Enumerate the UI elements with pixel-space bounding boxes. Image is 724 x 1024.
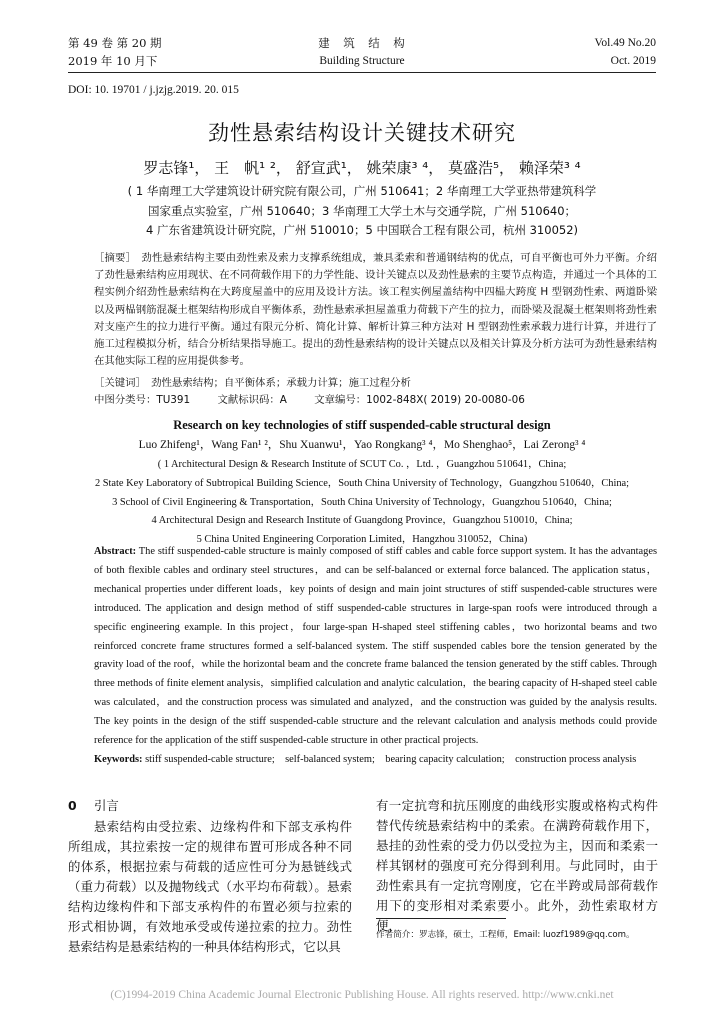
affiliation-line: ( 1 Architectural Design & Research Institute of SCUT Co. ，Ltd. ，Guangzhou 510641，China; (157, 459, 567, 470)
abstract-cn (94, 250, 657, 370)
keywords-cn (94, 374, 411, 389)
clc-number: 中图分类号：TU391 (94, 394, 191, 406)
affiliation-line: 5 China United Engineering Corporation Limited，Hangzhou 310052，China) (196, 534, 528, 546)
authors-en: Luo Zhifeng¹，Wang Fan¹ ²，Shu Xuanwu¹，Yao Rongkang³ ⁴，Mo Shenghao⁵，Lai Zerong³ ⁴ (138, 439, 586, 451)
affiliation-line: 4 Architectural Design and Research Institute of Guangdong Province，Guangzhou 510010，China; (151, 515, 573, 527)
keywords-en-label: Keywords: (94, 754, 143, 765)
abstract-cn-label: ［摘要］ (94, 252, 131, 264)
abstract-en (94, 543, 657, 751)
body-column-left: 悬索结构由受拉索、边缘构件和下部支承构件所组成，其拉索按一定的规律布置可形成各种不同的体系，根据拉索与荷载的适应性可分为悬链线式（重力荷载）以及抛物线式（水平均布荷载）。悬索结构边缘构件和下部支承构件的布置必须与拉索的形式相协调，有效地承受或传递拉索的拉力。劲性悬索结构是悬索结构的一种具体结构形式，它以具 (68, 819, 352, 954)
abstract-cn-text: 劲性悬索结构主要由劲性索及索力支撑系统组成，兼具柔索和普通钢结构的优点，可自平衡也可外力平衡。介绍了劲性悬索结构应用现状、在不同荷载作用下的力学性能、设计关键点以及劲性悬索的主要节点构造，并通过一个具体的工程实例介绍劲性悬索结构在大跨度屋盖中的应用及设计方法。该工程实例屋盖结构中四榀大跨度 H 型钢劲性索、两道卧梁以及两榀钢筋混凝土框架结构形成自平衡体系，劲性悬索承担屋盖重力荷载下产生的拉力，而卧梁及混凝土框架则将劲性索对支座产生的拉力进行平衡。通过有限元分析、简化计算、解析计算三种方法对 H 型钢劲性索承载力进行计算，并进行了施工过程模拟分析，结合分析结果指导施工。提出的劲性悬索结构的设计关键点以及相关计算及分析方法可为劲性悬索结构在其他实际工程的应用提供参考。 (94, 252, 657, 368)
keywords-cn-text: 劲性悬索结构；自平衡体系；承载力计算；施工过程分析 (140, 377, 411, 389)
copyright-watermark: (C)1994-2019 China Academic Journal Electronic Publishing House. All rights reserved. http://www.cnki.net (110, 989, 614, 1001)
authors-cn: 罗志锋¹， 王 帆¹ ²， 舒宣武¹， 姚荣康³ ⁴， 莫盛浩⁵， 赖泽荣³ ⁴ (143, 159, 581, 177)
affiliation-line: 国家重点实验室，广州 510640；3 华南理工大学土木与交通学院，广州 510640； (147, 203, 577, 218)
footnote-rule (376, 918, 506, 919)
document-code: 文献标识码：A (217, 394, 287, 406)
keywords-cn-label: ［关键词］ (94, 377, 141, 389)
affiliation-line: 3 School of Civil Engineering & Transportation，South China University of Technology，Guangzhou 510640，China; (112, 496, 612, 508)
section-title: 引言 (94, 798, 119, 813)
header-volume-en: Vol.49 No.20 (594, 37, 656, 49)
affiliations-cn (100, 182, 624, 241)
classification-line (94, 391, 549, 406)
section-heading (68, 796, 119, 814)
affiliations-en (60, 456, 664, 550)
keywords-en-text: stiff suspended-cable structure; self-balanced system; bearing capacity calculation; construction process analysis (142, 754, 637, 765)
header-journal-en: Building Structure (319, 55, 405, 67)
header-rule (68, 72, 656, 73)
header-volume-cn: 第 49 卷 第 20 期 (68, 36, 162, 50)
keywords-en (94, 751, 657, 770)
affiliation-line: ( 1 华南理工大学建筑设计研究院有限公司，广州 510641；2 华南理工大学亚热带建筑科学 (127, 184, 597, 198)
author-footnote: 作者简介：罗志锋，硕士，工程师，Email: luozf1989@qq.com。 (376, 930, 635, 940)
affiliation-line: 2 State Key Laboratory of Subtropical Building Science，South China University of Technology，Guangzhou 510640，China; (94, 477, 630, 489)
doi: DOI: 10. 19701 / j.jzjg.2019. 20. 015 (68, 84, 239, 96)
header-journal-cn: 建 筑 结 构 (318, 36, 406, 50)
section-number: 0 (68, 798, 77, 813)
paper-title-cn: 劲性悬索结构设计关键技术研究 (208, 121, 516, 145)
abstract-en-label: Abstract: (94, 546, 137, 557)
body-column-right: 有一定抗弯和抗压刚度的曲线形实腹或格构式构件替代传统悬索结构中的柔索。在满跨荷载作用下，悬挂的劲性索的受力仍以受拉为主，因而和柔索一样其钢材的强度可充分得到利用。与此同时，由于劲性索具有一定抗弯刚度，它在半跨或局部荷载作用下的变形相对柔索要小。此外，劲性索取材方便， (376, 798, 658, 933)
article-number: 文章编号：1002-848X( 2019) 20-0080-06 (314, 394, 525, 406)
header-date-en: Oct. 2019 (610, 55, 656, 67)
affiliation-line: 4 广东省建筑设计研究院，广州 510010；5 中国联合工程有限公司，杭州 310052) (145, 223, 579, 237)
header-date-cn: 2019 年 10 月下 (68, 54, 158, 68)
paper-title-en: Research on key technologies of stiff suspended-cable structural design (173, 418, 551, 432)
abstract-en-text: The stiff suspended-cable structure is mainly composed of stiff cables and cable force support system. It has the advantages of both flexible cables and ordinary steel structures，and can be self-balanced or external force balanced. The application status，mechanical properties under different loads，key points of design and main joint structures of stiff suspended-cable structures were introduced. The application and design method of stiff suspended-cable structures in large-span roofs were introduced through a specific engineering example. In this project，four large-span H-shaped steel stiffening cables，two horizontal beams and two reinforced concrete frame structures formed a self-balanced system. The stiff suspended cables bore the tension generated by the gravity load of the roof，while the horizontal beam and the concrete frame balanced the tension generated by the stiff cables. Through three methods of finite element analysis，simplified calculation and analytic calculation，the bearing capacity of H-shaped steel cable was calculated，and the construction process was simulated and analyzed，and the construction was guided by the analysis results. The key points in the design of the stiff suspended-cable structure and the relevant calculation and analysis methods could provide reference for the application of the stiff suspended-cable structure in other practical projects. (94, 546, 657, 747)
